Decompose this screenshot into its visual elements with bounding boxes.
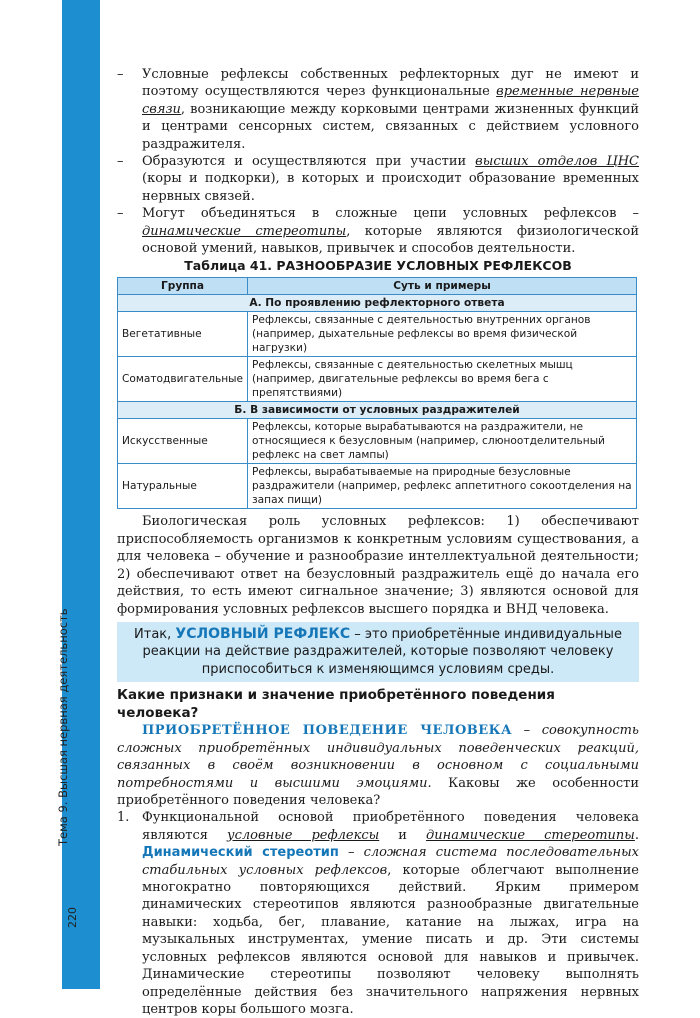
dash-marker: – bbox=[117, 67, 124, 82]
term-underlined: динамические стереотипы bbox=[426, 827, 635, 843]
section-heading: Б. В зависимости от условных раздражителей bbox=[118, 402, 637, 419]
page-margin bbox=[0, 0, 62, 989]
text: – bbox=[338, 845, 364, 861]
table-header-row bbox=[118, 278, 637, 295]
numbered-item bbox=[117, 809, 639, 1018]
group-cell: Искусственные bbox=[118, 419, 248, 464]
table-row bbox=[118, 312, 637, 357]
text: . bbox=[634, 827, 640, 843]
term-underlined: высших отделов ЦНС bbox=[475, 154, 639, 170]
section-heading-question: Какие признаки и значение приобретённого поведения человека? bbox=[117, 687, 555, 722]
text: (коры и подкорки), в которых и происходит образование временных нервных связей. bbox=[142, 171, 639, 204]
dash-marker: – bbox=[117, 154, 124, 170]
text: . Каковы же особенности приобретённого поведения человека? bbox=[117, 775, 639, 809]
term-bold: Динамический стереотип bbox=[142, 845, 339, 861]
table-section-row bbox=[118, 402, 637, 419]
table-section-row bbox=[118, 295, 637, 312]
desc-cell: Рефлексы, которые вырабатываются на раздражители, не относящиеся к безусловным (например, слюноотделительный рефлекс на свет лампы) bbox=[248, 419, 637, 464]
summary-box bbox=[117, 622, 639, 683]
text: Образуются и осуществляются при участии bbox=[142, 154, 476, 170]
bio-role-paragraph: Биологическая роль условных рефлексов: 1) обеспечивают приспособляемость организмов к конкретным условиям существования, а для человека – обучение и разнообразие интеллектуальной деятельности; 2) обеспечивают ответ на безусловный раздражитель ещё до начала его действия, то есть имеют сигнальное значение; 3) являются основой для формирования условных рефлексов высшего порядка и ВНД человека. bbox=[117, 514, 639, 617]
term-underlined: условные рефлексы bbox=[227, 827, 380, 843]
list-item bbox=[117, 205, 639, 257]
table-row bbox=[118, 357, 637, 402]
text: Функциональной основой приобретённого поведения человека являются bbox=[142, 810, 639, 843]
text: – bbox=[512, 723, 542, 739]
desc-cell: Рефлексы, связанные с деятельностью скелетных мышц (например, двигательные рефлексы во время бега с препятствиями) bbox=[248, 357, 637, 402]
text: Условные рефлексы собственных рефлекторных дуг не имеют и поэтому осуществляются через функциональные bbox=[142, 67, 639, 100]
definition-keyword: ПРИОБРЕТЁННОЕ ПОВЕДЕНИЕ ЧЕЛОВЕКА bbox=[142, 723, 513, 739]
definition-text: совокупность сложных приобретённых индивидуальных поведенческих реакций, связанных в своём возникновении в основном с социальными потребностями и высшими эмоциями bbox=[117, 723, 640, 791]
text: , которые облегчают выполнение многократно повторяющихся действий. Ярким примером динамических стереотипов являются разнообразные двигательные навыки: ходьба, бег, плавание, катание на лыжах, игра на музыкальных инструментах, умение писать и др. Эти системы условных рефлексов являются основой для навыков и привычек. Динамические стереотипы позволяют человеку выполнять определённые действия без значительного напряжения нервных центров коры большого мозга. bbox=[142, 862, 639, 1017]
desc-cell: Рефлексы, связанные с деятельностью внутренних органов (например, дыхательные рефлексы во время физической нагрузки) bbox=[248, 312, 637, 357]
summary-keyword: УСЛОВНЫЙ РЕФЛЕКС bbox=[175, 625, 351, 642]
text: , которые являются физиологической основой умений, навыков, привычек и способов деятельности. bbox=[142, 223, 640, 257]
group-cell: Соматодвигательные bbox=[118, 357, 248, 402]
dash-marker: – bbox=[117, 206, 124, 222]
list-item bbox=[117, 153, 639, 205]
group-cell: Вегетативные bbox=[118, 312, 248, 357]
table-row bbox=[118, 464, 637, 509]
table-title: Таблица 41. РАЗНООБРАЗИЕ УСЛОВНЫХ РЕФЛЕКСОВ bbox=[184, 258, 572, 274]
term-underlined: динамические стереотипы bbox=[142, 223, 347, 239]
text: , возникающие между корковыми центрами жизненных функций и центрами сенсорных систем, связанных с действием условного раздражителя. bbox=[142, 101, 639, 152]
column-header: Суть и примеры bbox=[248, 278, 637, 295]
text: Итак, bbox=[134, 626, 176, 642]
column-header: Группа bbox=[118, 278, 248, 295]
page-content bbox=[117, 66, 639, 1018]
text: и bbox=[379, 827, 427, 843]
table-row bbox=[118, 419, 637, 464]
desc-cell: Рефлексы, вырабатываемые на природные безусловные раздражители (например, рефлекс аппетитного сокоотделения на запах пищи) bbox=[248, 464, 637, 509]
group-cell: Натуральные bbox=[118, 464, 248, 509]
term-italic: сложная система последовательных стабильных условных рефлексов bbox=[142, 845, 639, 878]
text: Могут объединяться в сложные цепи условных рефлексов – bbox=[142, 206, 639, 222]
chapter-caption: Тема 9. Высшая нервная деятельность bbox=[56, 608, 70, 846]
reflex-table bbox=[117, 277, 637, 509]
term-underlined: временные нервные связи bbox=[142, 84, 639, 117]
section-heading: А. По проявлению рефлекторного ответа bbox=[118, 295, 637, 312]
page-number: 220 bbox=[66, 907, 79, 928]
list-item bbox=[117, 66, 639, 153]
item-number: 1. bbox=[117, 810, 130, 826]
text: – это приобретённые индивидуальные реакции на действие раздражителей, которые позволяют человеку приспособиться к изменяющимся условиям среды. bbox=[142, 626, 622, 677]
definition-paragraph bbox=[117, 722, 639, 809]
